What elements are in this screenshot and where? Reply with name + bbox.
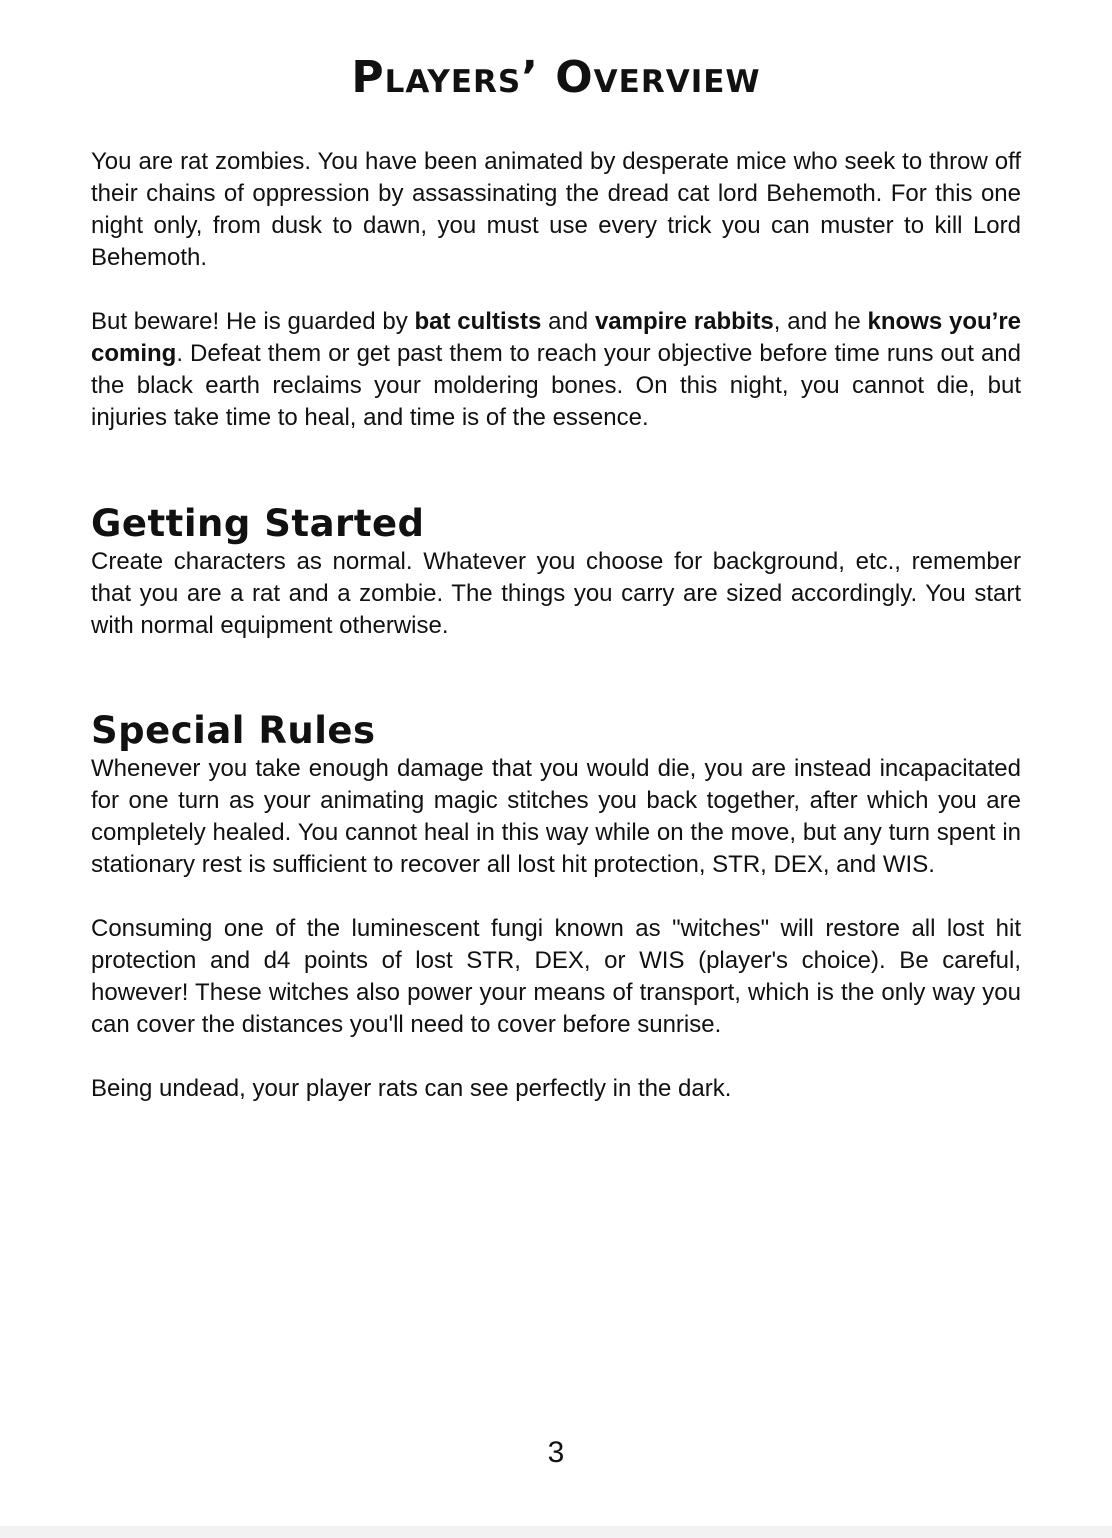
bold-bat-cultists: bat cultists <box>414 308 542 335</box>
intro-text-4: . Defeat them or get past them to reach your objective before time runs out and the black earth reclaims your moldering bones. On this night, you cannot die, but injuries take time to heal, and time is of the essence. <box>91 340 1021 431</box>
intro-paragraph-2 <box>91 306 1021 434</box>
getting-started-heading: Getting Started <box>91 502 425 545</box>
special-rules-paragraph-1: Whenever you take enough damage that you would die, you are instead incapacitated for one turn as your animating magic stitches you back together, after which you are completely healed. You cannot heal in this way while on the move, but any turn spent in stationary rest is sufficient to recover all lost hit protection, STR, DEX, and WIS. <box>91 755 1021 878</box>
page-content <box>91 146 1021 1105</box>
bold-knows-youre-coming: knows you’re coming <box>91 308 1022 367</box>
special-rules-heading: Special Rules <box>91 709 376 752</box>
special-rules-paragraph-3: Being undead, your player rats can see perfectly in the dark. <box>91 1075 732 1102</box>
page-number: 3 <box>547 1436 565 1469</box>
page-bottom-edge <box>0 1526 1112 1538</box>
intro-text-1: But beware! He is guarded by <box>91 308 415 335</box>
special-rules-paragraph-2: Consuming one of the luminescent fungi known as "witches" will restore all lost hit protection and d4 points of lost STR, DEX, or WIS (player's choice). Be careful, however! These witches also power your means of transport, which is the only way you can cover the distances you'll need to cover before sunrise. <box>91 915 1021 1038</box>
intro-text-2: and <box>541 308 595 335</box>
getting-started-paragraph: Create characters as normal. Whatever you choose for background, etc., remember that you are a rat and a zombie. The things you carry are sized accordingly. You start with normal equipment otherwise. <box>91 548 1021 639</box>
page-title: Players’ Overview <box>351 52 761 103</box>
bold-vampire-rabbits: vampire rabbits <box>594 308 774 335</box>
intro-paragraph-1: You are rat zombies. You have been animated by desperate mice who seek to throw off their chains of oppression by assassinating the dread cat lord Behemoth. For this one night only, from dusk to dawn, you must use every trick you can muster to kill Lord Behemoth. <box>91 148 1021 271</box>
intro-text-3: , and he <box>773 308 868 335</box>
